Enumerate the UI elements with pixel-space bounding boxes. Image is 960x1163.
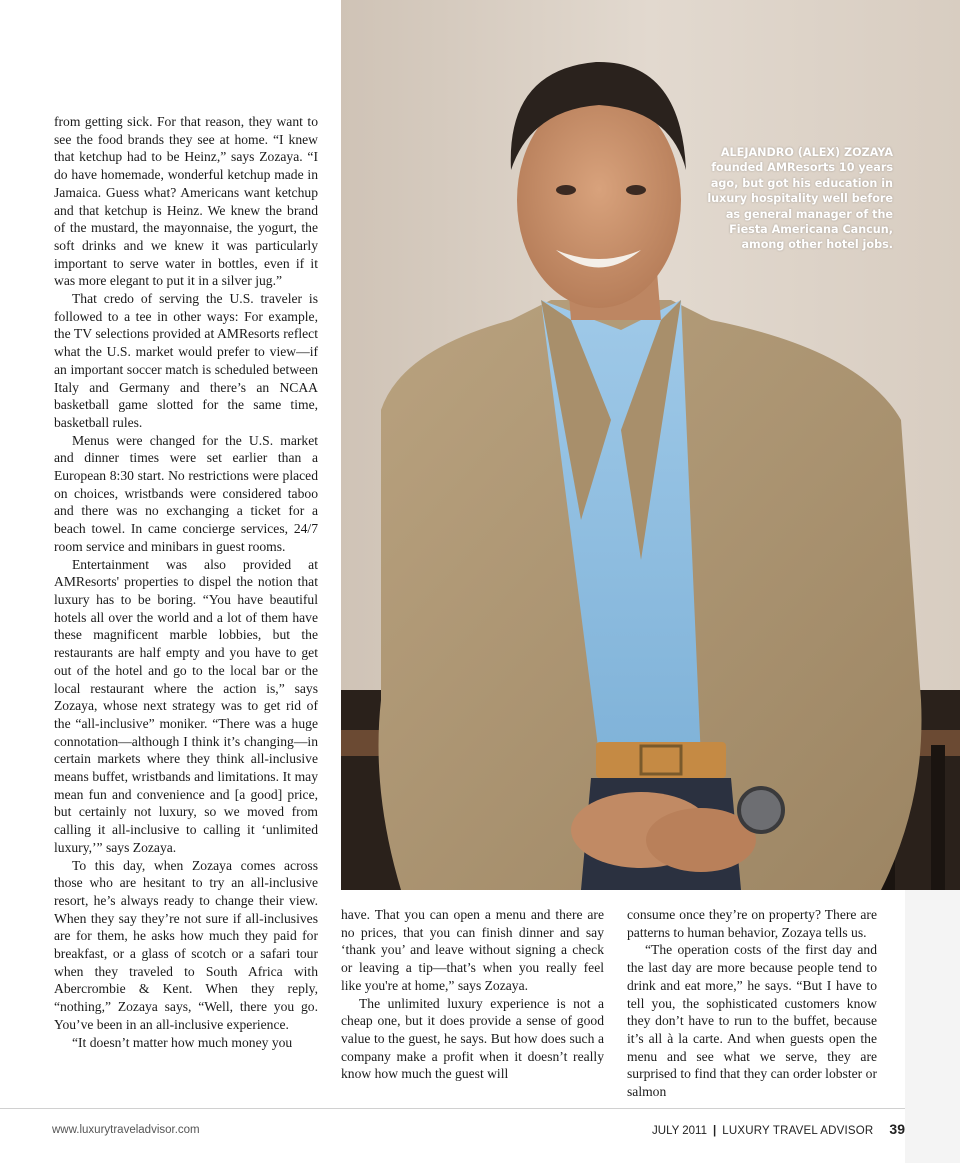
photo-caption	[663, 145, 893, 253]
issue-date: JULY 2011	[652, 1125, 707, 1137]
paragraph: from getting sick. For that reason, they want to see the food brands they see at home. “I knew that ketchup had to be Heinz,” says Zozaya. “I do have homemade, wonderful ketchup made in Jamaica. Guess what? Americans want ketchup and that ketchup is Heinz. We knew the brand of the mustard, the mayonnaise, the yogurt, the soft drinks and we knew it was particularly important to serve water in bottles, even if it was more elegant to put it in a silver jug.”	[54, 114, 318, 289]
paragraph: “It doesn’t matter how much money you	[72, 1034, 293, 1050]
caption-line: Fiesta Americana Cancun,	[729, 223, 893, 237]
paragraph: consume once they’re on property? There are patterns to human behavior, Zozaya tells us.	[627, 907, 877, 940]
footer-website-url: www.luxurytraveladvisor.com	[52, 1124, 200, 1136]
portrait-illustration	[341, 0, 960, 890]
article-column-3	[627, 906, 877, 1101]
paragraph: Menus were changed for the U.S. market and dinner times were set earlier than a European 8:30 start. No restrictions were placed on choices, wristbands were considered taboo and there was no exchanging a ticket for a beach towel. In came concierge services, 24/7 room service and minibars in guest rooms.	[54, 432, 318, 554]
footer-divider	[0, 1108, 905, 1109]
paragraph: Entertainment was also provided at AMResorts' properties to dispel the notion that luxury has to be boring. “You have beautiful hotels all over the world and a lot of them have these magnificent marble lobbies, but the restaurants are half empty and you have to get out of the hotel and go to the local bar or the local restaurant where the action is,” says Zozaya, whose next strategy was to get rid of the “all-inclusive” moniker. “There was a huge connotation—although I think it’s changing—in certain markets where they think all-inclusive means buffet, wristbands and limitations. It may mean fun and convenience and [a good] price, but certainly not luxury, so we moved from calling it all-inclusive to calling it ‘unlimited luxury,’” says Zozaya.	[54, 556, 318, 855]
article-column-2	[341, 906, 604, 1083]
paragraph: To this day, when Zozaya comes across those who are hesitant to try an all-inclusive resort, he’s always ready to change their view. When they say they’re not sure if all-inclusives are for them, he asks how much they paid for breakfast, or a glass of scotch or a safari tour when they traveled to South Africa with Abercrombie & Kent. When they reply, “nothing,” Zozaya says, “Well, there you go. You’ve been in an all-inclusive experience.	[54, 857, 318, 1032]
paragraph: The unlimited luxury experience is not a cheap one, but it does provide a sense of good value to the guest, he says. But how does such a company make a profit when it doesn’t really know how much the guest will	[341, 995, 604, 1082]
caption-line: luxury hospitality well before	[707, 192, 893, 206]
caption-line: ago, but got his education in	[710, 176, 893, 190]
page-number: 39	[889, 1121, 905, 1137]
margin-strip	[905, 890, 960, 1163]
folio-separator: |	[713, 1125, 717, 1137]
portrait-photo	[341, 0, 960, 890]
paragraph: That credo of serving the U.S. traveler is followed to a tee in other ways: For example, the TV selections provided at AMResorts reflect what the U.S. market would prefer to view—if an important soccer match is scheduled between Italy and Germany and there’s an NCAA basketball game slotted for the same time, basketball rules.	[54, 291, 318, 430]
paragraph: “The operation costs of the first day and the last day are more because people tend to drink and eat more,” he says. “But I have to tell you, the sophisticated customers know they don’t have to run to the buffet, because it’s all à la carte. And when guests open the menu and see what we serve, they are surprised to find that they can order lobster or salmon	[627, 942, 877, 1100]
caption-line: ALEJANDRO (ALEX) ZOZAYA	[720, 146, 893, 159]
caption-line: as general manager of the	[725, 207, 893, 221]
paragraph: have. That you can open a menu and there are no prices, that you can finish dinner and say ‘thank you’ and leave without signing a check or leaving a tip—that’s when you really feel like you're at home,” says Zozaya.	[341, 907, 604, 993]
publication-name: LUXURY TRAVEL ADVISOR	[722, 1125, 874, 1137]
caption-line: among other hotel jobs.	[741, 238, 893, 252]
article-column-1	[54, 113, 318, 1051]
footer-folio	[652, 1121, 905, 1137]
caption-line: founded AMResorts 10 years	[711, 161, 893, 175]
